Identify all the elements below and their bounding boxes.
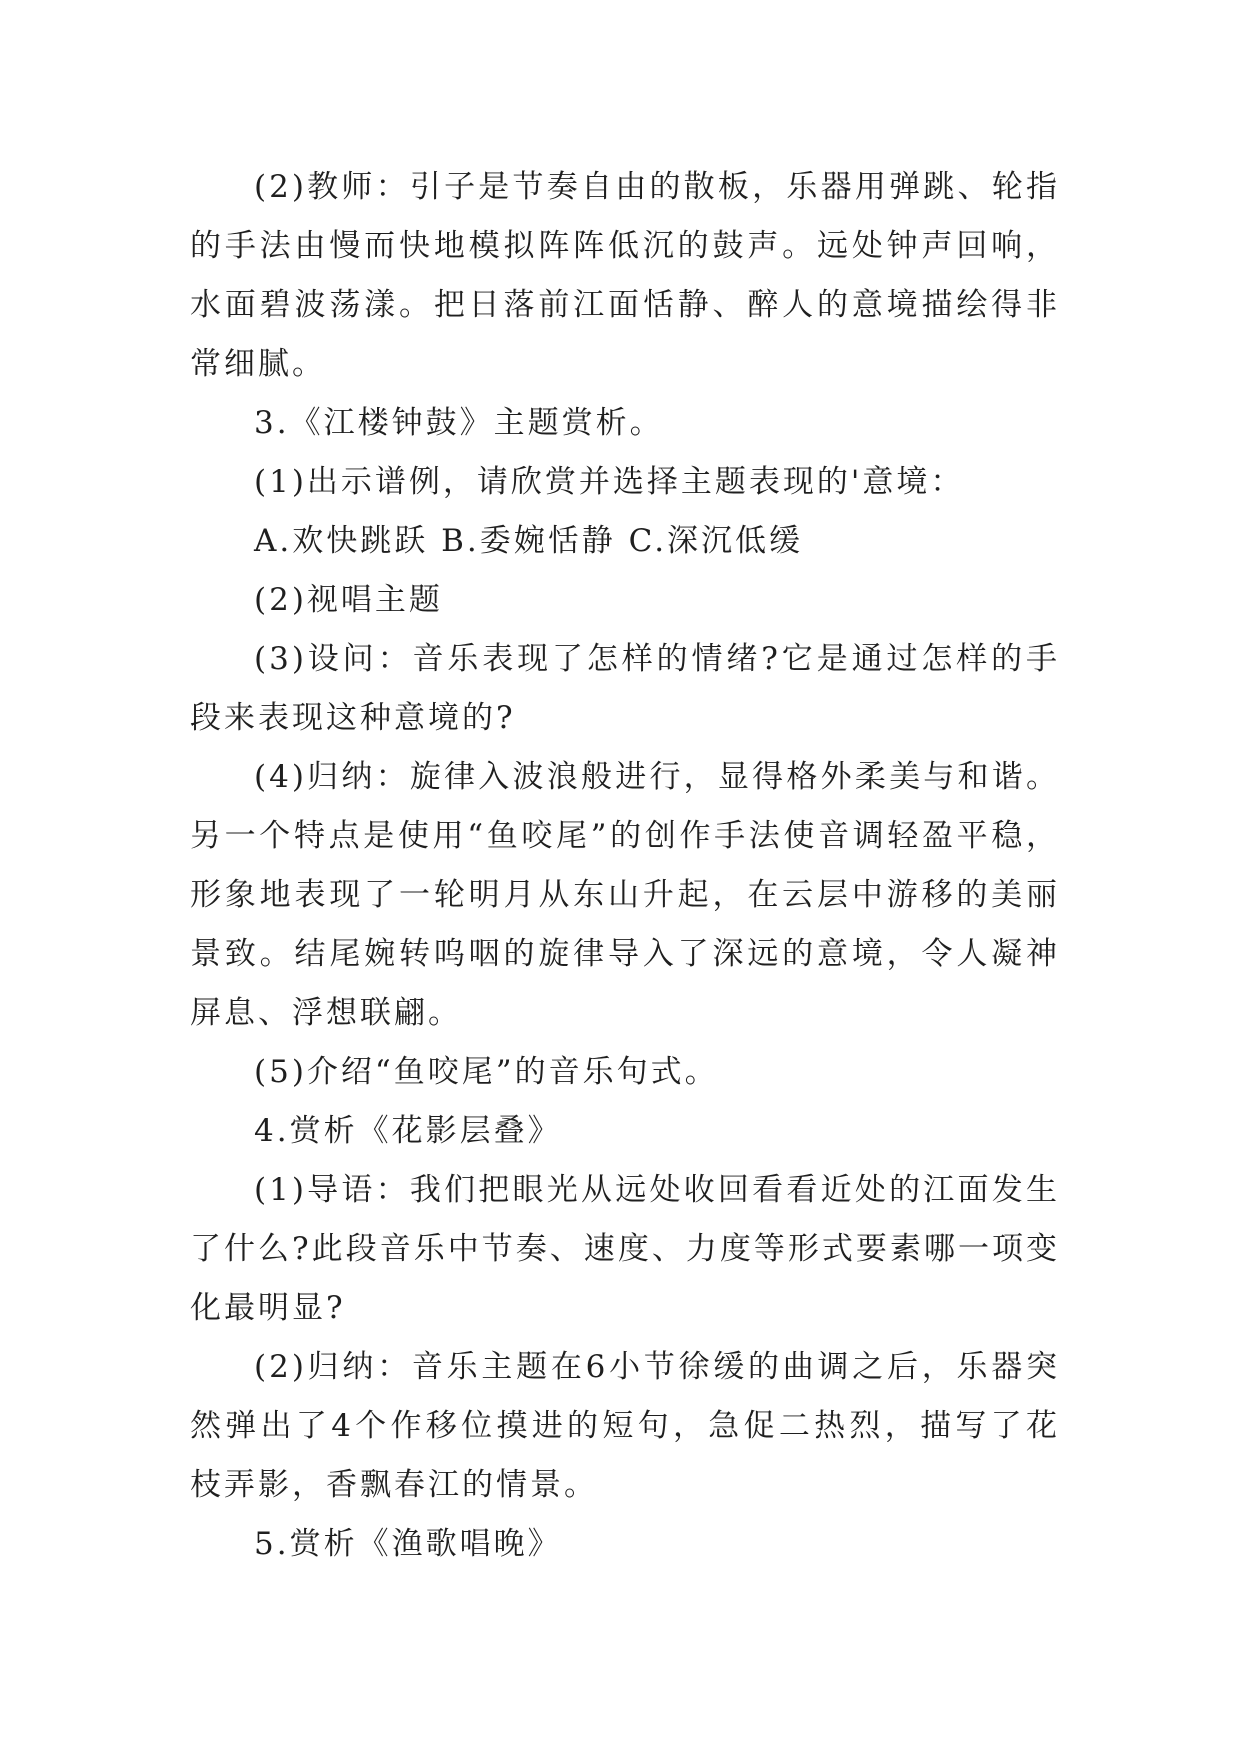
paragraph-show-score: (1)出示谱例，请欣赏并选择主题表现的'意境： <box>254 464 965 500</box>
heading-huaying-cengdie: 4.赏析《花影层叠》 <box>254 1113 562 1149</box>
paragraph-summary: (4)归纳：旋律入波浪般进行，显得格外柔美与和谐。另一个特点是使用“鱼咬尾”的创作手法使音调轻盈平稳，形象地表现了一轮明月从东山升起，在云层中游移的美丽景致。结尾婉转呜咽的旋律导入了深远的意境，令人凝神屏息、浮想联翩。 <box>190 759 1060 1031</box>
paragraph-options: A.欢快跳跃 B.委婉恬静 C.深沉低缓 <box>254 523 804 559</box>
heading-yuge-changwan: 5.赏析《渔歌唱晚》 <box>254 1526 562 1562</box>
paragraph-conclusion: (2)归纳：音乐主题在6小节徐缓的曲调之后，乐器突然弹出了4个作移位摸进的短句，急促二热烈，描写了花枝弄影，香飘春江的情景。 <box>190 1349 1060 1503</box>
heading-jianglou-zhonggu: 3.《江楼钟鼓》主题赏析。 <box>254 405 664 441</box>
paragraph-yu-yao-wei: (5)介绍“鱼咬尾”的音乐句式。 <box>254 1054 719 1090</box>
paragraph-intro-words: (1)导语：我们把眼光从远处收回看看近处的江面发生了什么?此段音乐中节奏、速度、力度等形式要素哪一项变化最明显? <box>190 1172 1060 1326</box>
paragraph-teacher-intro: (2)教师：引子是节奏自由的散板，乐器用弹跳、轮指的手法由慢而快地模拟阵阵低沉的鼓声。远处钟声回响，水面碧波荡漾。把日落前江面恬静、醉人的意境描绘得非常细腻。 <box>190 169 1060 382</box>
paragraph-sight-sing: (2)视唱主题 <box>254 582 443 618</box>
paragraph-question: (3)设问：音乐表现了怎样的情绪?它是通过怎样的手段来表现这种意境的? <box>190 641 1060 736</box>
document-page <box>190 158 1060 1574</box>
